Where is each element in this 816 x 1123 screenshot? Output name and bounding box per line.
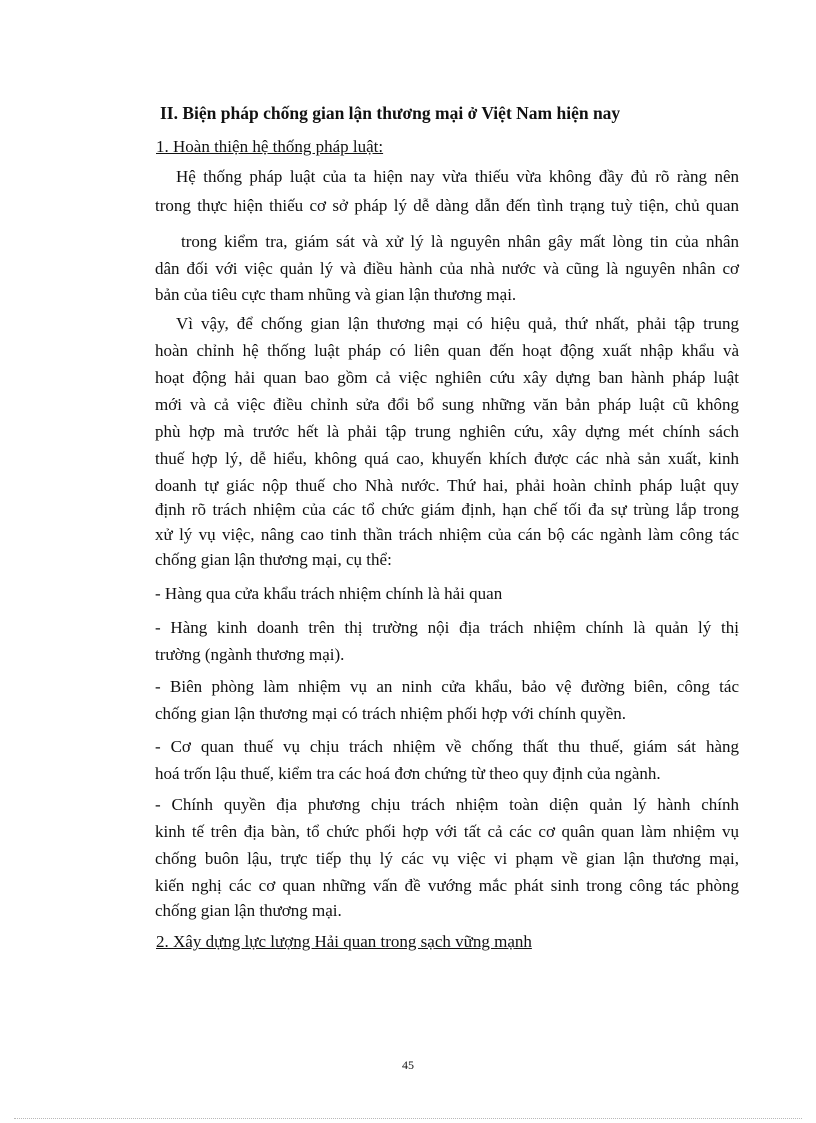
bullet-customs: - Hàng qua cửa khẩu trách nhiệm chính là hải quan [155, 584, 503, 603]
bullet-border-line-2: chống gian lận thương mại có trách nhiệm phối hợp với chính quyền. [155, 704, 627, 723]
para2-line-2: hoàn chỉnh hệ thống luật pháp có liên quan đến hoạt động xuất nhập khẩu và [155, 341, 739, 360]
para2-line-1: Vì vậy, để chống gian lận thương mại có hiệu quả, thứ nhất, phải tập trung [176, 314, 739, 333]
bullet-domestic-line-1: - Hàng kinh doanh trên thị trường nội địa trách nhiệm chính là quản lý thị [155, 618, 739, 637]
para1-line-2: trong thực hiện thiếu cơ sở pháp lý dễ dàng dẫn đến tình trạng tuỳ tiện, chủ quan [155, 196, 739, 215]
para2-line-9: xử lý vụ việc, nâng cao tinh thần trách nhiệm của cán bộ các ngành làm công tác [155, 525, 739, 544]
para1-line-5: bản của tiêu cực tham nhũng và gian lận thương mại. [155, 285, 517, 304]
para2-line-6: thuế hợp lý, dễ hiểu, không quá cao, khuyến khích được các nhà sản xuất, kinh [155, 449, 739, 468]
para1-line-1: Hệ thống pháp luật của ta hiện nay vừa thiếu vừa không đầy đủ rõ ràng nên [176, 167, 739, 186]
bullet-tax-line-2: hoá trốn lậu thuế, kiểm tra các hoá đơn chứng từ theo quy định của ngành. [155, 764, 661, 783]
subsection-title-1: 1. Hoàn thiện hệ thống pháp luật: [156, 137, 384, 156]
bullet-local-line-4: kiến nghị các cơ quan những vấn đề vướng mắc phát sinh trong công tác phòng [155, 876, 739, 895]
bullet-local-line-1: - Chính quyền địa phương chịu trách nhiệm toàn diện quản lý hành chính [155, 795, 739, 814]
subsection-title-2: 2. Xây dựng lực lượng Hải quan trong sạch vững mạnh [156, 932, 532, 951]
section-heading: II. Biện pháp chống gian lận thương mại ở Việt Nam hiện nay [160, 103, 621, 123]
page-number: 45 [402, 1058, 414, 1072]
para2-line-4: mới và cả việc điều chỉnh sửa đổi bổ sung những văn bản pháp luật cũ không [155, 395, 739, 414]
para2-line-5: phù hợp mà trước hết là phải tập trung nghiên cứu, xây dựng mét chính sách [155, 422, 739, 441]
para2-line-10: chống gian lận thương mại, cụ thể: [155, 550, 392, 569]
bullet-domestic-line-2: trường (ngành thương mại). [155, 645, 345, 664]
para1-line-4: dân đối với việc quản lý và điều hành của nhà nước và cũng là nguyên nhân cơ [155, 259, 739, 278]
page-bottom-divider [14, 1118, 802, 1119]
bullet-local-line-3: chống buôn lậu, trực tiếp thụ lý các vụ việc vi phạm về gian lận thương mại, [155, 849, 739, 868]
para2-line-7: doanh tự giác nộp thuế cho Nhà nước. Thứ hai, phải hoàn chỉnh pháp luật quy [155, 476, 739, 495]
para2-line-3: hoạt động hải quan bao gồm cả việc nghiên cứu xây dựng ban hành pháp luật [155, 368, 739, 387]
bullet-border-line-1: - Biên phòng làm nhiệm vụ an ninh cửa khẩu, bảo vệ đường biên, công tác [155, 677, 739, 696]
para1-line-3: trong kiểm tra, giám sát và xử lý là nguyên nhân gây mất lòng tin của nhân [181, 232, 739, 251]
bullet-local-line-2: kinh tế trên địa bàn, tổ chức phối hợp với tất cả các cơ quân quan làm nhiệm vụ [155, 822, 739, 841]
para2-line-8: định rõ trách nhiệm của các tổ chức giám định, hạn chế tối đa sự trùng lắp trong [155, 500, 739, 519]
bullet-local-line-5: chống gian lận thương mại. [155, 901, 342, 920]
bullet-tax-line-1: - Cơ quan thuế vụ chịu trách nhiệm về chống thất thu thuế, giám sát hàng [155, 737, 739, 756]
